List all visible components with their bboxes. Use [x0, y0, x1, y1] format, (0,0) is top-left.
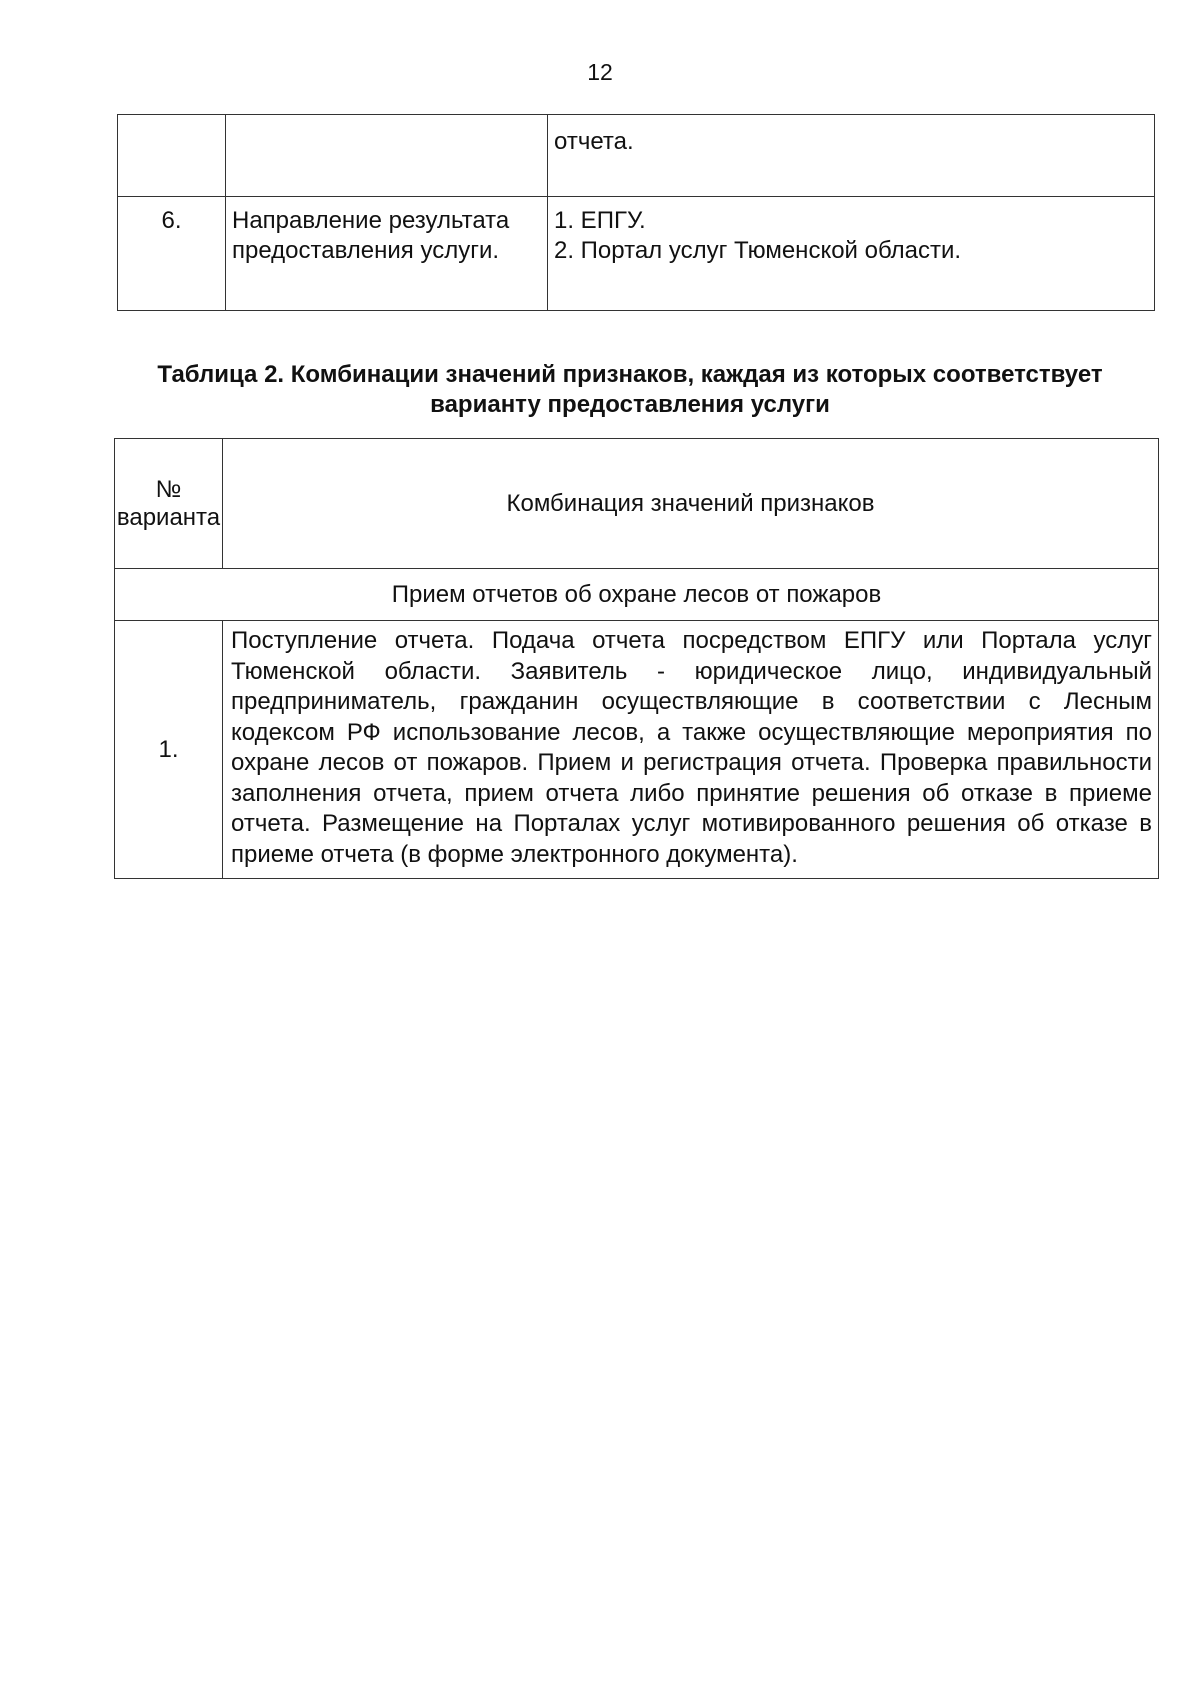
row-number-cell: [118, 115, 226, 197]
section-title: Прием отчетов об охране лесов от пожаров: [115, 569, 1159, 621]
row-name-cell: [226, 115, 548, 197]
value-line: 1. ЕПГУ.: [554, 207, 646, 234]
row-value-cell: [548, 197, 1155, 311]
row-number-cell: 6.: [118, 197, 226, 311]
combination-header: Комбинация значений признаков: [223, 439, 1159, 569]
page-number: 12: [587, 59, 613, 85]
value-line: 2. Портал услуг Тюменской области.: [554, 237, 962, 264]
table-caption: Таблица 2. Комбинации значений признаков, каждая из которых соответствует варианту предоставления услуги: [157, 361, 1103, 418]
table-row: [118, 197, 1155, 311]
combination-text-cell: Поступление отчета. Подача отчета посредством ЕПГУ или Портала услуг Тюменской области. Заявитель - юридическое лицо, индивидуальный предприниматель, гражданин осуществляющие в соответствии с Лесным кодексом РФ использование лесов, а также осуществляющие мероприятия по охране лесов от пожаров. Прием и регистрация отчета. Проверка правильности заполнения отчета, прием отчета либо принятие решения об отказе в приеме отчета. Размещение на Порталах услуг мотивированного решения об отказе в приеме отчета (в форме электронного документа).: [223, 621, 1159, 879]
variant-number-cell: 1.: [115, 621, 223, 879]
services-table-continuation: [117, 114, 1155, 311]
variant-number-header: № варианта: [115, 439, 223, 569]
row-name-cell: Направление результата предоставления услуги.: [226, 197, 548, 311]
variant-combinations-table: [114, 438, 1159, 879]
table-row: [118, 115, 1155, 197]
table-row: [115, 621, 1159, 879]
section-row: [115, 569, 1159, 621]
table-header-row: [115, 439, 1159, 569]
value-line: отчета.: [554, 128, 634, 155]
row-value-cell: [548, 115, 1155, 197]
